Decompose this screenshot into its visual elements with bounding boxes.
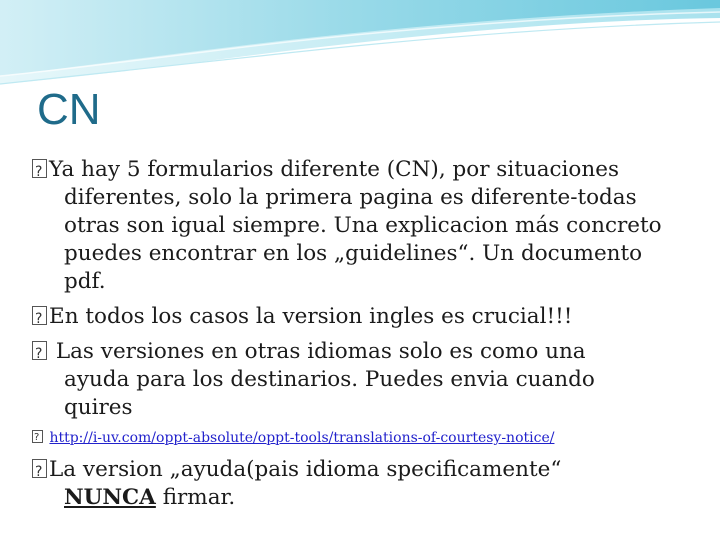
missing-glyph-bullet-icon (32, 159, 47, 178)
translations-link[interactable]: http://i-uv.com/oppt-absolute/oppt-tools/translations-of-courtesy-notice/ (49, 430, 555, 446)
slide-title: CN (37, 85, 101, 134)
paragraph-never-sign: ?La version „ayuda(pais idioma specificamente“ NUNCA firmar. (32, 456, 690, 512)
missing-glyph-bullet-icon (32, 341, 47, 360)
missing-glyph-bullet-icon (32, 459, 47, 478)
decorative-wave-banner (0, 0, 720, 90)
paragraph-other-languages: ? Las versiones en otras idiomas solo es como una ayuda para los destinarios. Puedes envia cuando quires (32, 338, 690, 422)
missing-glyph-bullet-icon (32, 306, 47, 325)
paragraph-link (32, 429, 690, 447)
nunca-emphasis: NUNCA (64, 485, 156, 510)
paragraph-english-crucial: ?En todos los casos la version ingles es crucial!!! (32, 303, 690, 331)
paragraph-forms: ?Ya hay 5 formularios diferente (CN), por situaciones diferentes, solo la primera pagina es diferente-todas otras son igual siempre. Una explicacion más concreto puedes encontrar en los „guidelines“. Un documento pdf. (32, 156, 690, 296)
missing-glyph-bullet-icon (32, 430, 43, 443)
